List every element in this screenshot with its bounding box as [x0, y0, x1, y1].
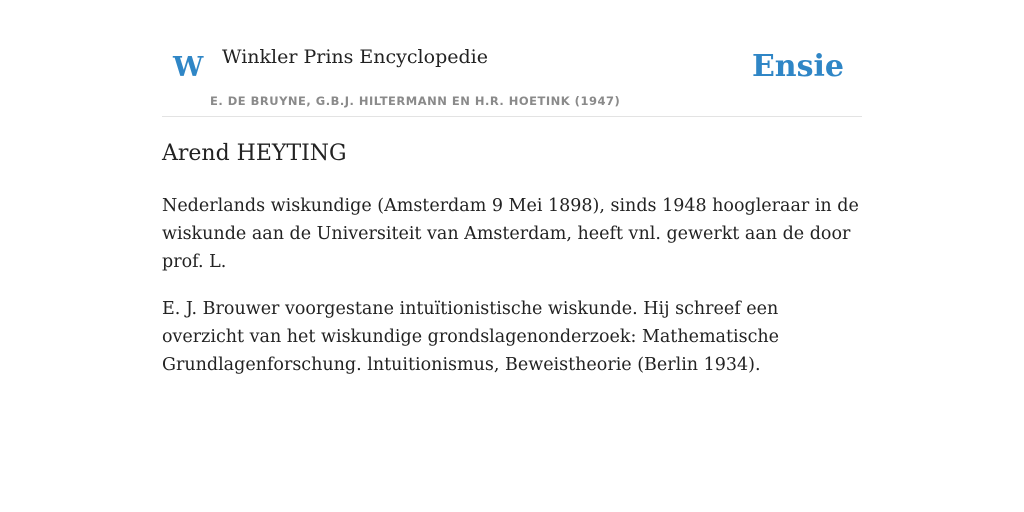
encyclopedia-logo[interactable]: W: [173, 52, 204, 83]
encyclopedia-title[interactable]: Winkler Prins Encyclopedie: [222, 46, 488, 68]
header: [162, 40, 862, 117]
article-paragraph: Nederlands wiskundige (Amsterdam 9 Mei 1898), sinds 1948 hoogleraar in de wiskunde aan de Universiteit van Amsterdam, heeft vnl. gewerkt aan de door prof. L.: [162, 196, 859, 272]
authors-credit: E. DE BRUYNE, G.B.J. HILTERMANN EN H.R. HOETINK (1947): [210, 94, 621, 108]
ensie-brand-logo[interactable]: Ensie: [751, 49, 844, 84]
article-paragraph: E. J. Brouwer voorgestane intuïtionistische wiskunde. Hij schreef een overzicht van het wiskundige grondslagenonderzoek: Mathematische Grundlagenforschung. lntuitionismus, Beweistheorie (Berlin 1934).: [162, 299, 780, 375]
article-title: Arend HEYTING: [162, 141, 347, 166]
article: [162, 138, 864, 398]
